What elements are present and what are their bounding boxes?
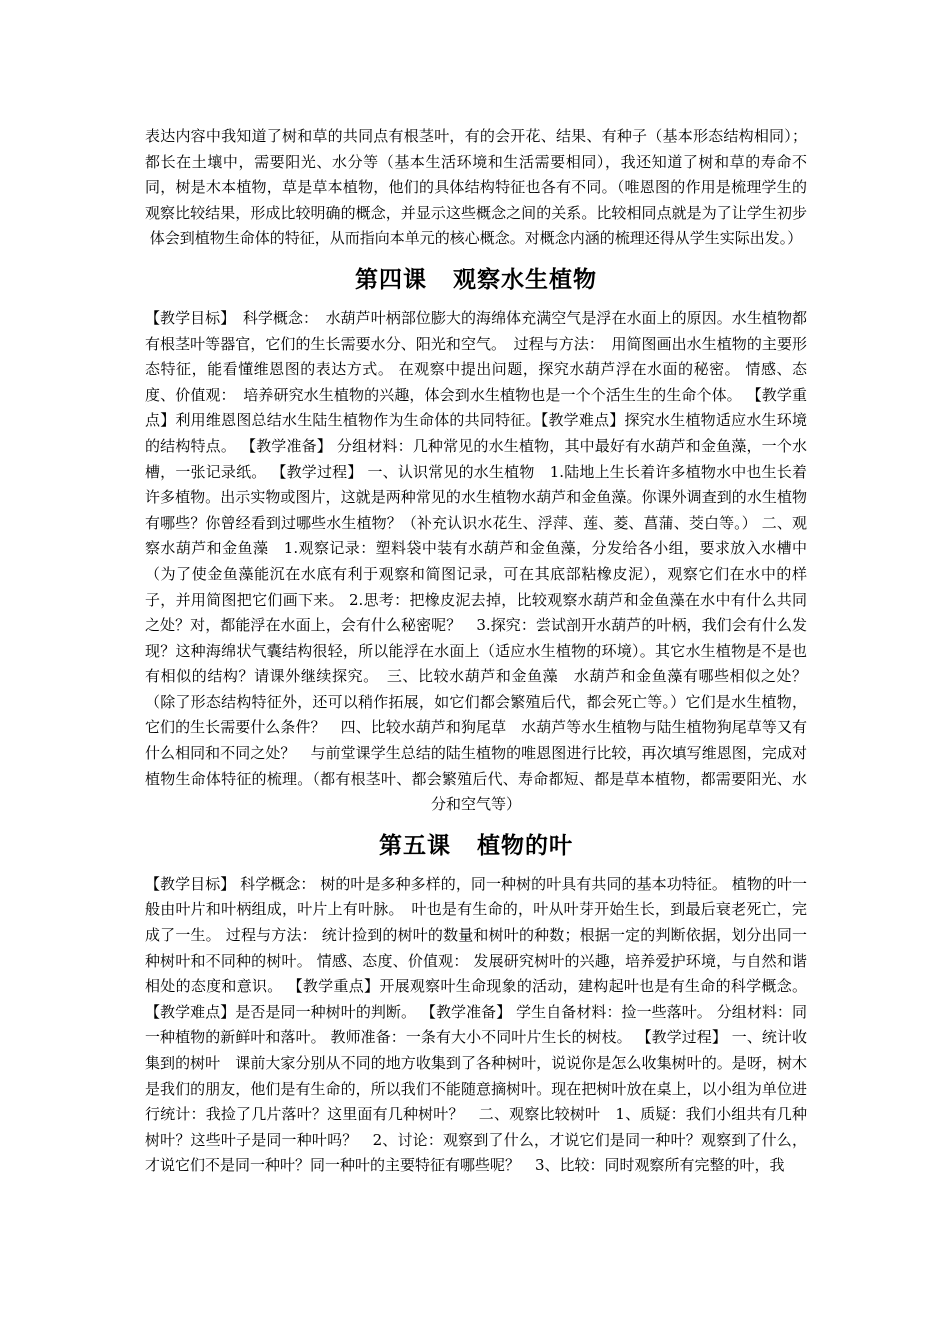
- lesson5-title: 植物的叶: [477, 832, 573, 859]
- lesson4-number: 第四课: [355, 266, 427, 293]
- lesson5-number: 第五课: [379, 832, 451, 859]
- lesson4-title: 观察水生植物: [453, 266, 597, 293]
- lesson4-body: 【教学目标】 科学概念： 水葫芦叶柄部位膨大的海绵体充满空气是浮在水面上的原因。水生植物都有根茎叶等器官，它们的生长需要水分、阳光和空气。 过程与方法： 用简图画出水生植物的主要形态特征，能看懂维恩图的表达方式。 在观察中提出问题，探究水葫芦浮在水面的秘密。 情感、态度、价值观： 培养研究水生植物的兴趣，体会到水生植物也是一个个活生生的生命个体。 【教学重点】利用维恩图总结水生陆生植物作为生命体的共同特征。【教学难点】探究水生植物适应水生环境的结构特点。 【教学准备】 分组材料：几种常见的水生植物，其中最好有水葫芦和金鱼藻，一个水槽，一张记录纸。 【教学过程】 一、认识常见的水生植物 1.陆地上生长着许多植物水中也生长着许多植物。出示实物或图片，这就是两种常见的水生植物水葫芦和金鱼藻。你课外调查到的水生植物有哪些？你曾经看到过哪些水生植物？（补充认识水花生、浮萍、莲、菱、菖蒲、茭白等。） 二、观察水葫芦和金鱼藻 1.观察记录：塑料袋中装有水葫芦和金鱼藻，分发给各小组，要求放入水槽中（为了使金鱼藻能沉在水底有利于观察和简图记录，可在其底部粘橡皮泥），观察它们在水中的样子，并用简图把它们画下来。 2.思考：把橡皮泥去掉，比较观察水葫芦和金鱼藻在水中有什么共同之处？对，都能浮在水面上，会有什么秘密呢？ 3.探究：尝试剖开水葫芦的叶柄，我们会有什么发现？这种海绵状气囊结构很轻，所以能浮在水面上（适应水生植物的环境）。其它水生植物是不是也有相似的结构？请课外继续探究。 三、比较水葫芦和金鱼藻 水葫芦和金鱼藻有哪些相似之处？（除了形态结构特征外，还可以稍作拓展，如它们都会繁殖后代，都会死亡等。）它们是水生植物，它们的生长需要什么条件？ 四、比较水葫芦和狗尾草 水葫芦等水生植物与陆生植物狗尾草等又有什么相同和不同之处？ 与前堂课学生总结的陆生植物的唯恩图进行比较，再次填写维恩图，完成对植物生命体特征的梳理。（都有根茎叶、都会繁殖后代、寿命都短、都是草本植物，都需要阳光、水分和空气等）: [145, 308, 807, 814]
- intro-paragraph: 表达内容中我知道了树和草的共同点有根茎叶，有的会开花、结果、有种子（基本形态结构相同）；都长在土壤中，需要阳光、水分等（基本生活环境和生活需要相同），我还知道了树和草的寿命不同，树是木本植物，草是草本植物，他们的具体结构特征也各有不同。（唯恩图的作用是梳理学生的观察比较结果，形成比较明确的概念，并显示这些概念之间的关系。比较相同点就是为了让学生初步体会到植物生命体的特征，从而指向本单元的核心概念。对概念内涵的梳理还得从学生实际出发。）: [145, 127, 807, 248]
- lesson4-heading: [145, 260, 807, 300]
- lesson5-body: 【教学目标】 科学概念： 树的叶是多种多样的，同一种树的叶具有共同的基本功特征。 植物的叶一般由叶片和叶柄组成，叶片上有叶脉。 叶也是有生命的，叶从叶芽开始生长，到最后衰老死亡，完成了一生。 过程与方法： 统计捡到的树叶的数量和树叶的种数；根据一定的判断依据，划分出同一种树叶和不同种的树叶。 情感、态度、价值观： 发展研究树叶的兴趣，培养爱护环境，与自然和谐相处的态度和意识。 【教学重点】开展观察叶生命现象的活动，建构起叶也是有生命的科学概念。 【教学难点】是否是同一种树叶的判断。 【教学准备】 学生自备材料：捡一些落叶。 分组材料：同一种植物的新鲜叶和落叶。 教师准备：一条有大小不同叶片生长的树枝。 【教学过程】 一、统计收集到的树叶 课前大家分别从不同的地方收集到了各种树叶，说说你是怎么收集树叶的。是呀，树木是我们的朋友，他们是有生命的，所以我们不能随意摘树叶。现在把树叶放在桌上，以小组为单位进行统计：我捡了几片落叶？这里面有几种树叶？ 二、观察比较树叶 1、质疑：我们小组共有几种树叶？这些叶子是同一种叶吗？ 2、讨论：观察到了什么，才说它们是同一种叶？观察到了什么，才说它们不是同一种叶？同一种叶的主要特征有哪些呢？ 3、比较：同时观察所有完整的叶，我: [145, 874, 807, 1175]
- lesson5-heading: [145, 826, 807, 866]
- document-page: [145, 124, 807, 1179]
